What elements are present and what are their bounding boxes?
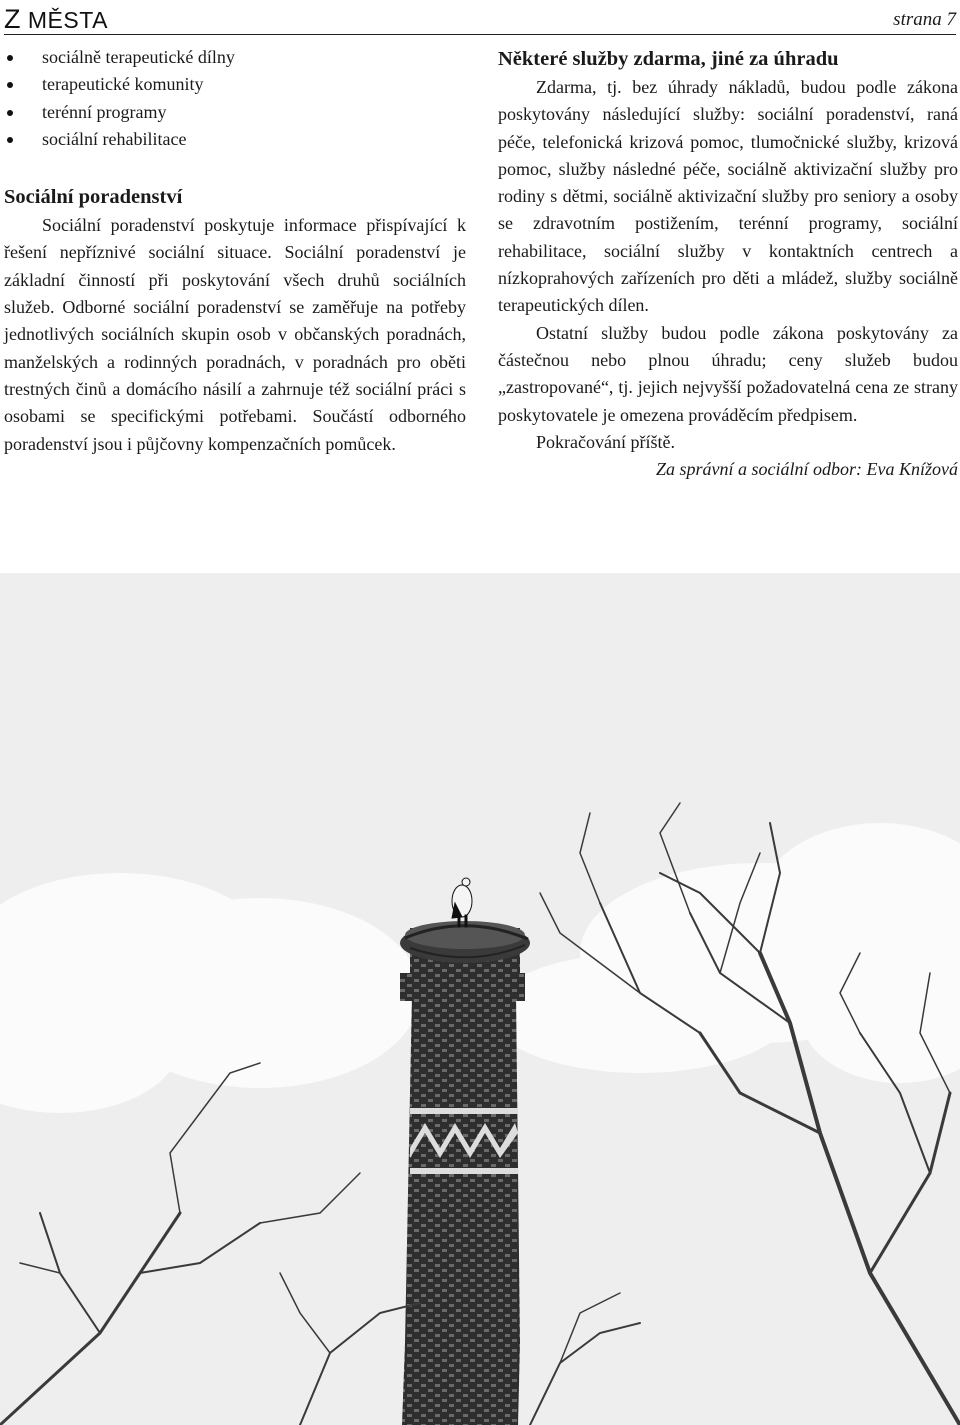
author-signature: Za správní a sociální odbor: Eva Knížová [656,459,958,480]
list-item: terénní programy [4,99,466,126]
section-title-rest: MĚSTA [27,7,108,33]
continued-note: Pokračování příště. [536,431,675,452]
chimney-stork-photo [0,573,960,1425]
list-item: sociálně terapeutické dílny [4,44,466,71]
page-header [4,0,956,35]
paragraph-free-services: Zdarma, tj. bez úhrady nákladů, budou podle zákona poskytovány následující služby: sociální poradenství, raná péče, telefonická krizová pomoc, tlumočnické služby, krizová pomoc, služby následné péče, sociálně aktivizační služby pro rodiny s dětmi, sociálně aktivizační služby pro seniory a osoby se zdravotním postižením, terénní programy, sociální rehabilitace, sociální služby v kontaktních centrech a nízkoprahových zařízeních pro děti a mládež, služby sociálně terapeutických dílen. [498,77,958,316]
page-number: strana 7 [893,9,956,30]
heading-social-counseling: Sociální poradenství [4,186,183,209]
section-title-initial: Z [4,4,21,34]
chimney [400,928,525,1425]
heading-free-services: Některé služby zdarma, jiné za úhradu [498,48,839,70]
photo-svg [0,573,960,1425]
list-item: terapeutické komunity [4,71,466,98]
list-item: sociální rehabilitace [4,126,466,153]
paragraph-social-counseling: Sociální poradenství poskytuje informace přispívající k řešení nepříznivé sociální situace. Sociální poradenství je základní činností při poskytování všech druhů sociálních služeb. Odborné sociální poradenství se zaměřuje na potřeby jednotlivých sociálních skupin osob v občanských poradnách, manželských a rodinných poradnách, v poradnách pro oběti trestných činů a domácího násilí a zahrnuje též sociální práci s osobami se specifickými potřebami. Součástí odborného poradenství jsou i půjčovny kompenzačních pomůcek. [4,215,466,454]
left-column [4,44,466,458]
paragraph-paid-services: Ostatní služby budou podle zákona poskytovány za částečnou nebo plnou úhradu; ceny služeb budou „zastropované“, tj. jejich nejvyšší požadovatelná cena ze strany poskytovatele je omezena prováděcím předpisem. [498,322,958,425]
section-title [4,4,108,35]
services-bullet-list [4,44,466,153]
right-column [498,44,958,483]
